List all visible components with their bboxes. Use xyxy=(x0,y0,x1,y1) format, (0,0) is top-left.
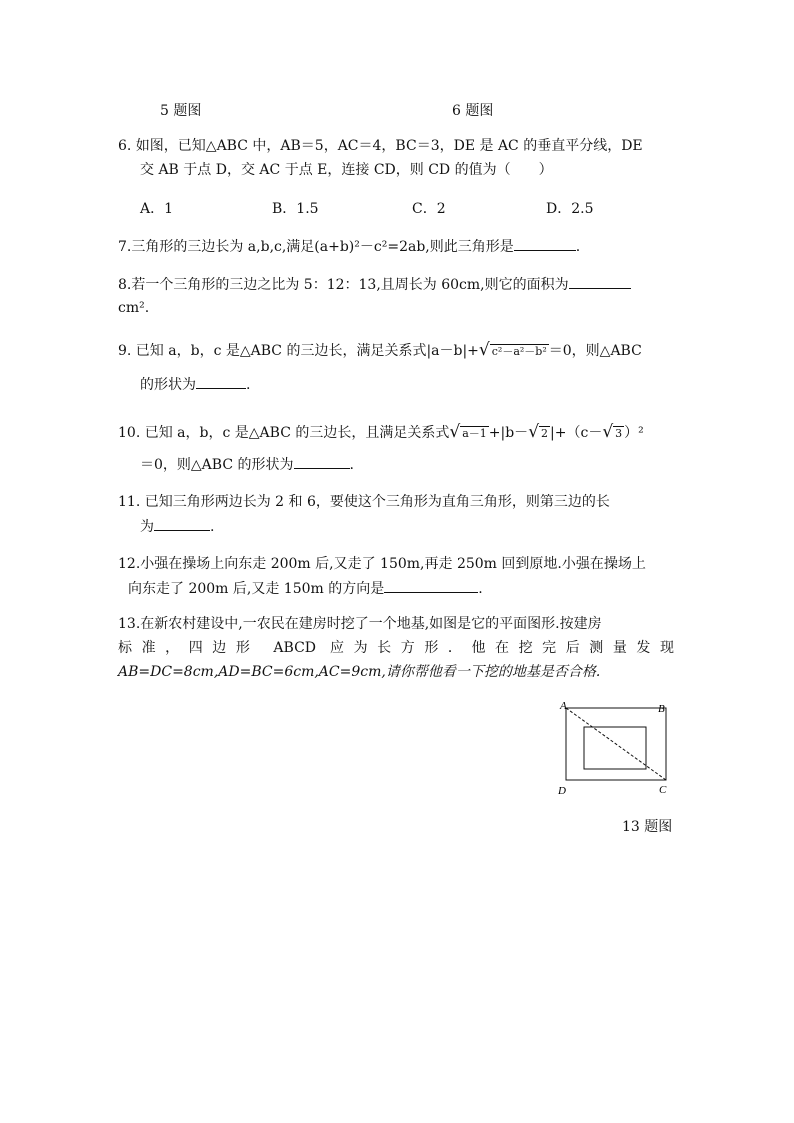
question-8-answer-blank[interactable] xyxy=(569,274,631,289)
figure-13-caption: 13 题图 xyxy=(622,819,673,835)
question-9-line-1 xyxy=(118,340,642,361)
question-8-line-2: cm². xyxy=(118,300,150,316)
inner-rectangle xyxy=(584,727,646,769)
question-7 xyxy=(118,236,580,257)
question-7-end: . xyxy=(575,239,581,255)
question-10-radicand-1: a－1 xyxy=(462,427,487,440)
question-10-suffix: ）² xyxy=(624,425,644,441)
question-12-answer-blank[interactable] xyxy=(384,578,478,593)
question-8-line-1 xyxy=(118,274,631,295)
question-12-line-2 xyxy=(128,578,483,599)
vertex-label-a: A xyxy=(560,700,567,712)
sqrt-sign-icon: √ xyxy=(449,422,461,442)
question-8-text: 8.若一个三角形的三边之比为 5：12：13,且周长为 60cm,则它的面积为 xyxy=(118,277,569,293)
sqrt-sign-icon: √ xyxy=(602,422,614,442)
question-9-radical xyxy=(479,340,549,361)
question-10-mid: +|b－ xyxy=(488,425,529,441)
vertex-label-b: B xyxy=(658,703,665,715)
question-12-line-2-text: 向东走了 200m 后,又走 150m 的方向是 xyxy=(128,581,385,597)
question-11-line-1: 11. 已知三角形两边长为 2 和 6，要使这个三角形为直角三角形，则第三边的长 xyxy=(118,494,610,510)
question-9-line-2-text: 的形状为 xyxy=(140,377,196,393)
figure-6-caption: 6 题图 xyxy=(452,103,494,119)
question-9-answer-blank[interactable] xyxy=(196,374,246,389)
question-9-end: . xyxy=(246,377,251,393)
question-9-line-2 xyxy=(140,374,250,395)
question-6-option-c: C．2 xyxy=(412,201,446,217)
question-10-radical-2 xyxy=(528,422,550,443)
question-11-line-2-text: 为 xyxy=(140,519,154,535)
question-11-line-2 xyxy=(140,516,214,537)
question-11-end: . xyxy=(210,519,215,535)
question-10-radical-3 xyxy=(602,422,624,443)
question-12-line-1: 12.小强在操场上向东走 200m 后,又走了 150m,再走 250m 回到原地.小强在操场上 xyxy=(118,556,646,572)
question-13-line-2: 标准，四边形 ABCD 应为长方形．他在挖完后测量发现 xyxy=(118,640,674,656)
question-13-line-3: AB=DC=8cm,AD=BC=6cm,AC=9cm,请你帮他看一下挖的地基是否合格. xyxy=(118,664,601,680)
question-7-text: 7.三角形的三边长为 a,b,c,满足(a+b)²－c²=2ab,则此三角形是 xyxy=(118,239,514,255)
question-10-radical-1 xyxy=(449,422,488,443)
question-9-prefix: 9. 已知 a，b，c 是△ABC 的三边长，满足关系式|a－b|+ xyxy=(118,343,479,359)
question-10-radicand-3: 3 xyxy=(615,427,623,440)
question-10-line-1 xyxy=(118,422,644,443)
question-9-radicand: c²－a²－b² xyxy=(491,345,547,358)
question-10-radicand-2: 2 xyxy=(541,427,549,440)
question-6-option-d: D．2.5 xyxy=(546,201,594,217)
question-6-line-1: 6. 如图，已知△ABC 中，AB＝5，AC＝4，BC＝3，DE 是 AC 的垂直平分线，DE xyxy=(118,138,643,154)
figure-13-diagram xyxy=(552,698,682,800)
question-10-line-2-text: ＝0，则△ABC 的形状为 xyxy=(140,457,294,473)
question-10-prefix: 10. 已知 a，b，c 是△ABC 的三边长，且满足关系式 xyxy=(118,425,450,441)
question-6-option-a: A．1 xyxy=(140,201,174,217)
question-11-answer-blank[interactable] xyxy=(154,516,210,531)
question-6-option-b: B．1.5 xyxy=(272,201,319,217)
vertex-label-d: D xyxy=(558,785,566,797)
figure-5-caption: 5 题图 xyxy=(160,103,202,119)
question-6-line-2: 交 AB 于点 D，交 AC 于点 E，连接 CD，则 CD 的值为（ ） xyxy=(140,162,553,178)
question-10-answer-blank[interactable] xyxy=(294,454,350,469)
sqrt-sign-icon: √ xyxy=(478,340,490,360)
question-7-answer-blank[interactable] xyxy=(514,236,576,251)
sqrt-sign-icon: √ xyxy=(528,422,540,442)
question-9-suffix: ＝0，则△ABC xyxy=(548,343,642,359)
question-10-end: . xyxy=(349,457,354,473)
question-13-line-1: 13.在新农村建设中,一农民在建房时挖了一个地基,如图是它的平面图形.按建房 xyxy=(118,616,602,632)
question-12-end: . xyxy=(478,581,483,597)
question-10-mid-2: |+（c－ xyxy=(550,425,603,441)
question-10-line-2 xyxy=(140,454,354,475)
vertex-label-c: C xyxy=(659,784,667,796)
